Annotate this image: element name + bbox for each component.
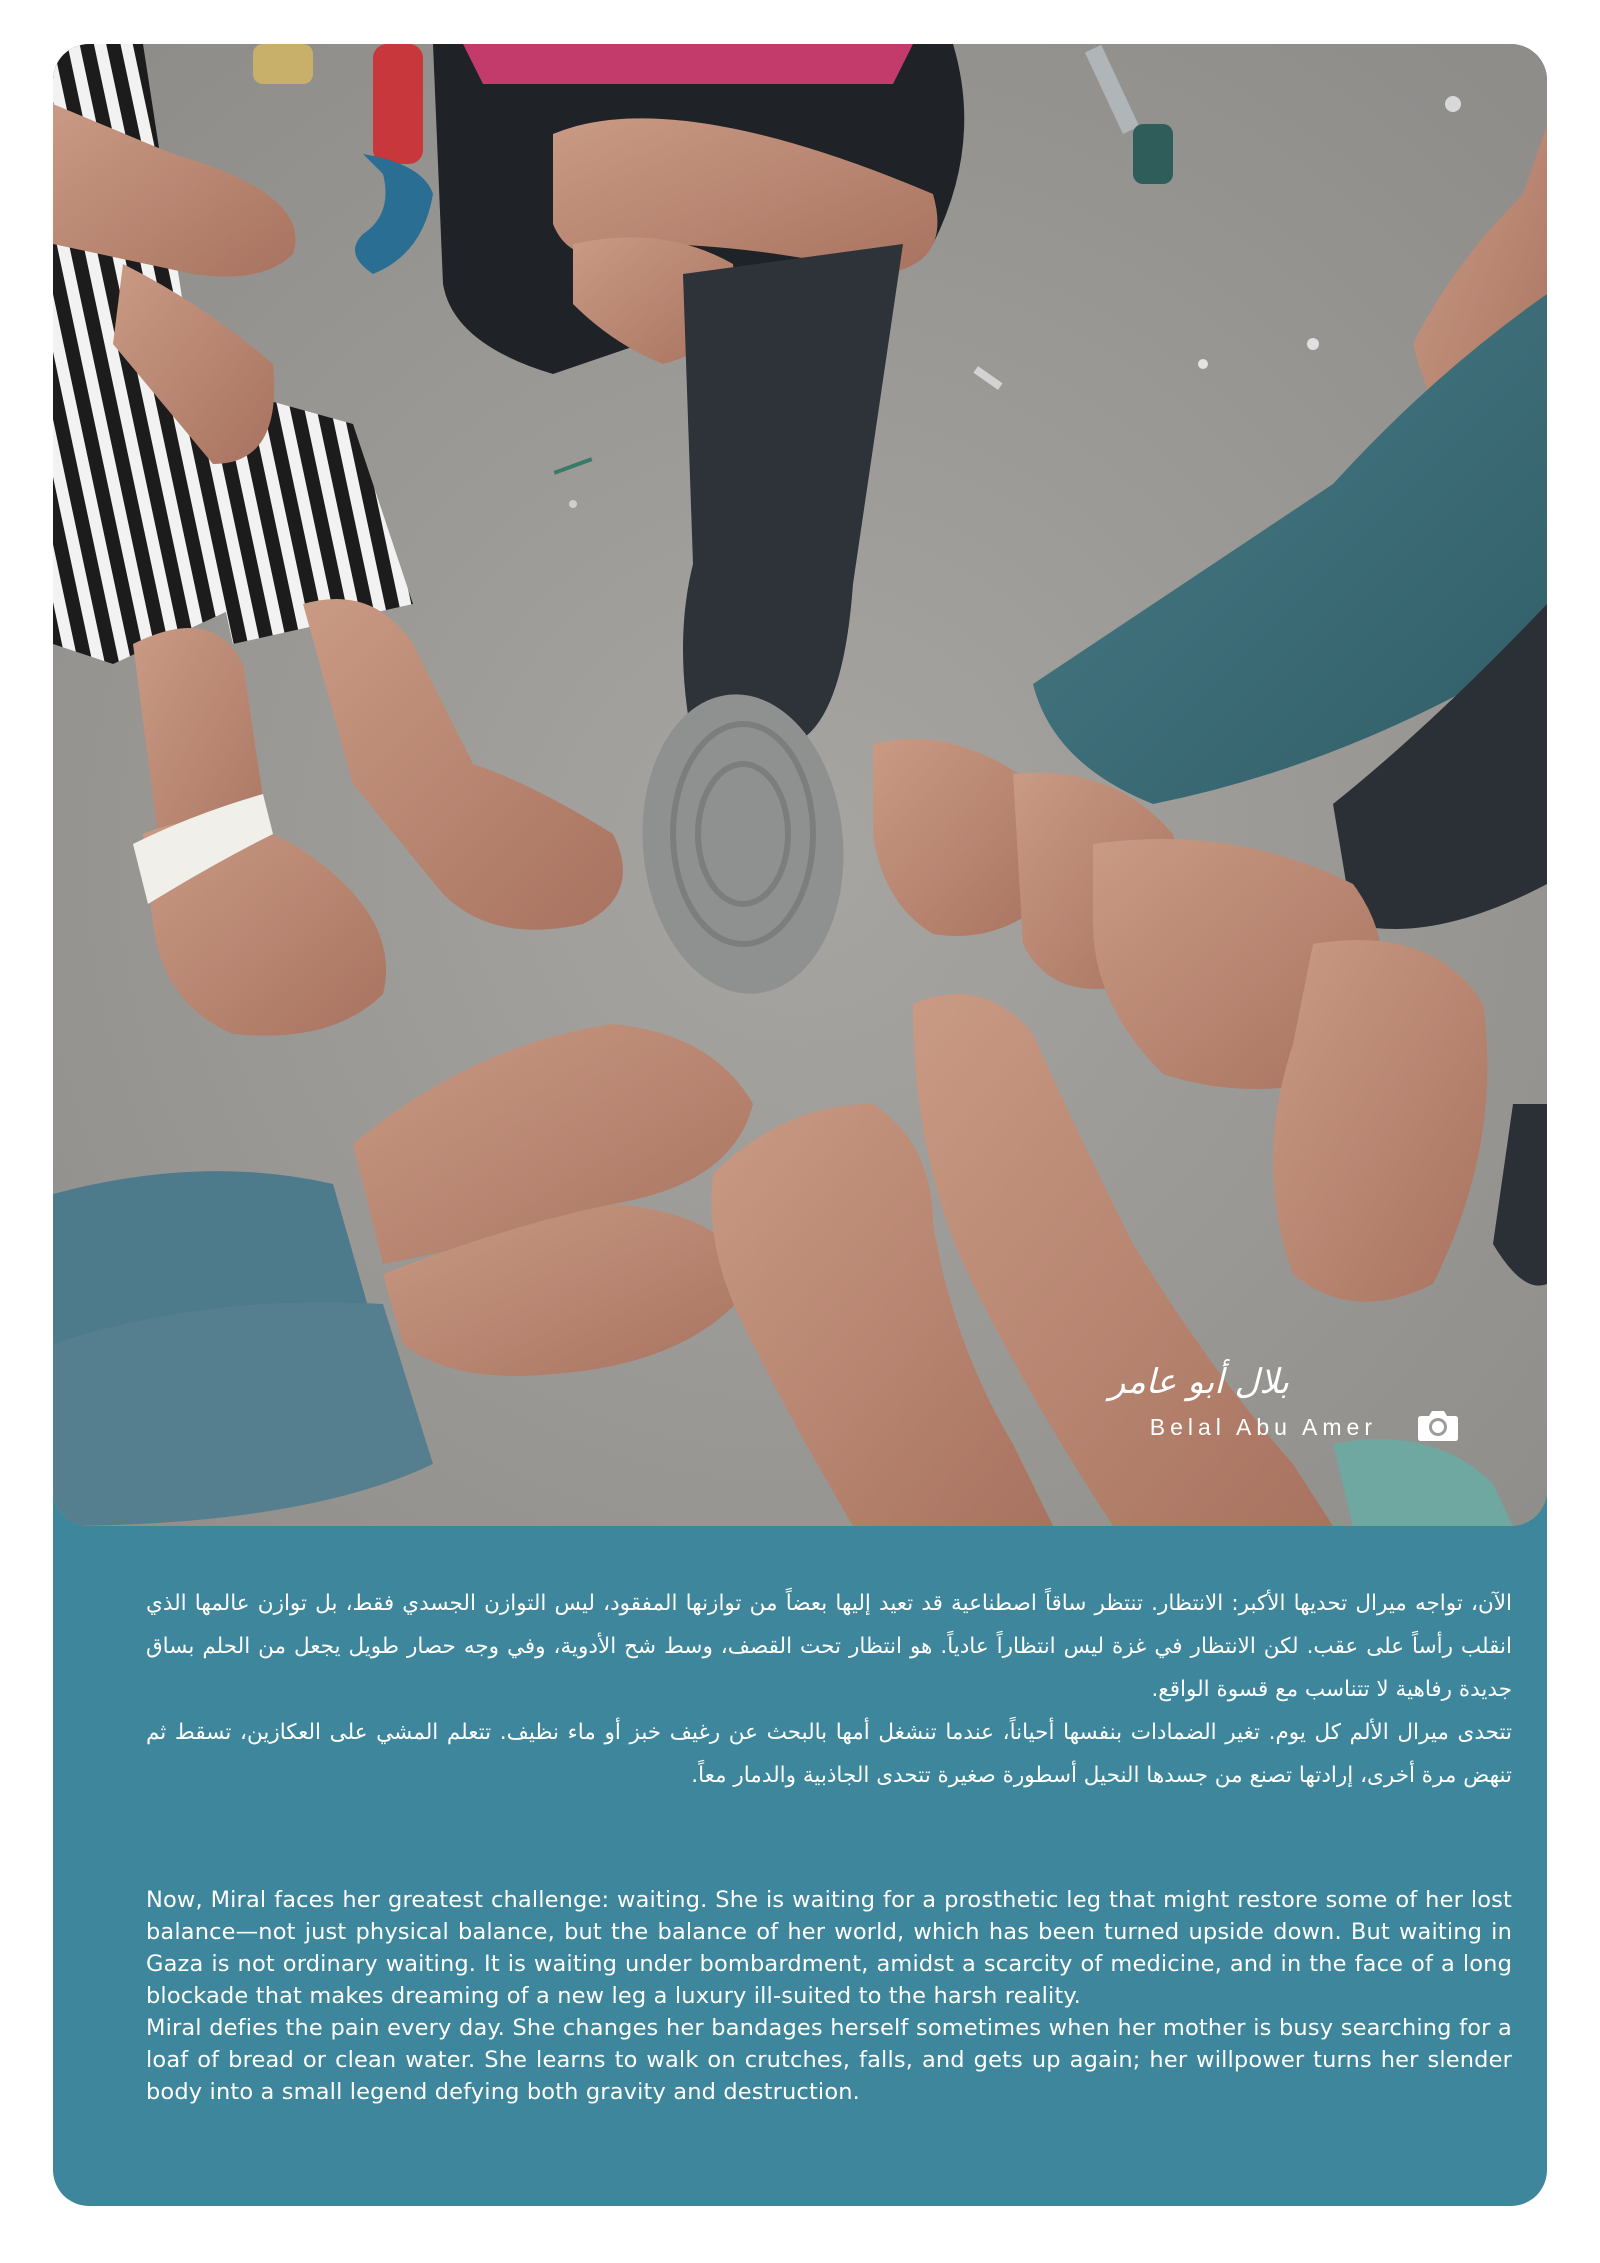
feature-photo <box>53 44 1547 1526</box>
toy-shape <box>253 44 313 84</box>
camera-icon <box>1417 1408 1459 1442</box>
photo-credit <box>1108 1362 1459 1452</box>
english-paragraph-1: Now, Miral faces her greatest challenge: waiting. She is waiting for a prosthetic leg that might restore some of her lost balance—not just physical balance, but the balance of her world, which has been turned upside down. But waiting in Gaza is not ordinary waiting. It is waiting under bombardment, amidst a scarcity of medicine, and in the face of a long blockade that makes dreaming of a new leg a luxury ill-suited to the harsh reality. <box>146 1887 1512 2009</box>
arabic-paragraph-1: الآن، تواجه ميرال تحديها الأكبر: الانتظار. تنتظر ساقاً اصطناعية قد تعيد إليها بعضاً من توازنها المفقود، ليس التوازن الجسدي فقط، بل توازن عالمها الذي انقلب رأساً على عقب. لكن الانتظار في غزة ليس انتظاراً عادياً. هو انتظار تحت القصف، وسط شح الأدوية، وفي وجه حصار طويل يجعل من الحلم بساق جديدة رفاهية لا تتناسب مع قسوة الواقع. <box>146 1591 1512 1702</box>
photo-illustration <box>53 44 1547 1526</box>
english-text-block <box>146 1884 1512 2108</box>
english-paragraph-2: Miral defies the pain every day. She changes her bandages herself sometimes when her mother is busy searching for a loaf of bread or clean water. She learns to walk on crutches, falls, and gets up again; her willpower turns her slender body into a small legend defying both gravity and destruction. <box>146 2015 1512 2105</box>
article-card <box>53 44 1547 2206</box>
arabic-paragraph-2: تتحدى ميرال الألم كل يوم. تغير الضمادات بنفسها أحياناً، عندما تنشغل أمها بالبحث عن رغيف خبز أو ماء نظيف. تتعلم المشي على العكازين، تسقط ثم تنهض مرة أخرى، إرادتها تصنع من جسدها النحيل أسطورة صغيرة تتحدى الجاذبية والدمار معاً. <box>146 1720 1512 1788</box>
arabic-text-block <box>146 1582 1512 1797</box>
photographer-name-arabic: بلال أبو عامر <box>1108 1362 1289 1402</box>
photographer-name: Belal Abu Amer <box>1149 1414 1377 1440</box>
